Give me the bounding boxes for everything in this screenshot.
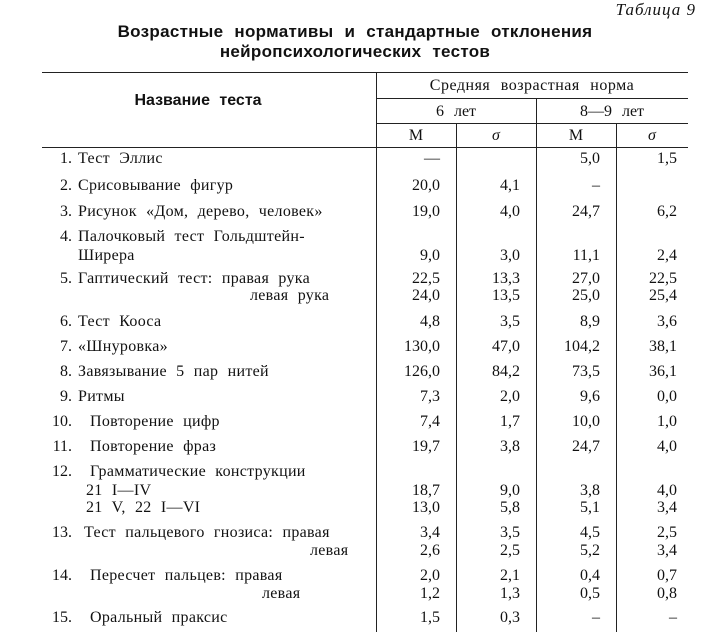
value-sigma-8-9: 38,1 xyxy=(649,338,677,355)
value-m-6: 22,5 xyxy=(412,270,440,287)
value-m-6: 19,0 xyxy=(412,203,440,220)
test-name: Палочковый тест Гольдштейн- xyxy=(78,228,305,245)
test-subname: левая xyxy=(262,585,301,602)
value-sigma-6: 4,0 xyxy=(500,203,520,220)
value-m-8-9: 5,2 xyxy=(580,542,600,559)
value-sigma-8-9: 0,7 xyxy=(657,567,677,584)
table-title-line-2: нейропсихологических тестов xyxy=(219,42,491,61)
row-number: 8. xyxy=(60,363,72,380)
row-number: 6. xyxy=(60,313,72,330)
value-m-6: 7,3 xyxy=(420,388,440,405)
value-m-8-9: 5,0 xyxy=(580,150,600,167)
value-sigma-6: 0,3 xyxy=(500,609,520,626)
top-rule xyxy=(42,72,688,73)
value-m-8-9: 25,0 xyxy=(572,287,600,304)
row-number: 1. xyxy=(60,150,72,167)
value-m-6: 18,7 xyxy=(412,482,440,499)
value-sigma-8-9: 1,5 xyxy=(657,150,677,167)
value-sigma-6: 3,5 xyxy=(500,524,520,541)
value-sigma-6: 2,1 xyxy=(500,567,520,584)
value-sigma-8-9: 6,2 xyxy=(657,203,677,220)
value-m-6: 7,4 xyxy=(420,413,440,430)
test-name: Повторение цифр xyxy=(90,413,220,430)
value-sigma-8-9: 25,4 xyxy=(649,287,677,304)
value-sigma-6: 3,8 xyxy=(500,438,520,455)
test-subname: 21 I—IV xyxy=(86,482,152,499)
test-subname: 21 V, 22 I—VI xyxy=(86,499,201,516)
value-sigma-8-9: 2,5 xyxy=(657,524,677,541)
test-name: Тест пальцевого гнозиса: правая xyxy=(84,524,330,541)
test-name: Ритмы xyxy=(78,388,125,405)
test-name: «Шнуровка» xyxy=(78,338,168,355)
value-m-6: 1,2 xyxy=(420,585,440,602)
value-sigma-8-9: 4,0 xyxy=(657,482,677,499)
value-m-6: 2,0 xyxy=(420,567,440,584)
row-number: 14. xyxy=(52,567,72,584)
value-m-6: 4,8 xyxy=(420,313,440,330)
header-sigma-6: σ xyxy=(492,127,500,144)
value-m-6: 3,4 xyxy=(420,524,440,541)
value-m-8-9: 24,7 xyxy=(572,438,600,455)
test-name: Срисовывание фигур xyxy=(78,177,234,194)
value-m-6: 20,0 xyxy=(412,177,440,194)
value-m-6: 130,0 xyxy=(404,338,440,355)
test-name: Тест Кооса xyxy=(78,313,162,330)
value-m-8-9: – xyxy=(592,177,600,194)
value-sigma-8-9: 3,4 xyxy=(657,499,677,516)
value-m-6: 19,7 xyxy=(412,438,440,455)
row-number: 9. xyxy=(60,388,72,405)
row-number: 10. xyxy=(52,413,72,430)
value-sigma-6: 13,5 xyxy=(492,287,520,304)
table-title-line-1: Возрастные нормативы и стандартные отклонения xyxy=(117,22,593,41)
value-sigma-8-9: 3,6 xyxy=(657,313,677,330)
value-m-6: 1,5 xyxy=(420,609,440,626)
value-m-8-9: 4,5 xyxy=(580,524,600,541)
value-sigma-8-9: 2,4 xyxy=(657,247,677,264)
value-sigma-8-9: 4,0 xyxy=(657,438,677,455)
row-number: 12. xyxy=(52,463,72,480)
value-m-6: 9,0 xyxy=(420,247,440,264)
value-sigma-6: 1,7 xyxy=(500,413,520,430)
header-age-6: 6 лет xyxy=(435,103,477,120)
test-name: Рисунок «Дом, дерево, человек» xyxy=(78,203,323,220)
value-m-6: 2,6 xyxy=(420,542,440,559)
value-m-8-9: 73,5 xyxy=(572,363,600,380)
table-caption: Таблица 9 xyxy=(615,0,696,19)
value-m-8-9: – xyxy=(592,609,600,626)
row-number: 13. xyxy=(52,524,72,541)
value-sigma-8-9: 3,4 xyxy=(657,542,677,559)
header-group: Средняя возрастная норма xyxy=(429,77,635,94)
value-m-8-9: 10,0 xyxy=(572,413,600,430)
test-name: Тест Эллис xyxy=(78,150,163,167)
header-m-8-9: М xyxy=(568,127,584,144)
test-name-continuation: Ширера xyxy=(78,247,135,264)
group-rule xyxy=(376,98,688,99)
value-sigma-8-9: – xyxy=(669,609,677,626)
value-m-6: 24,0 xyxy=(412,287,440,304)
value-sigma-6: 84,2 xyxy=(492,363,520,380)
test-name: Завязывание 5 пар нитей xyxy=(78,363,269,380)
test-subname: левая рука xyxy=(250,287,330,304)
test-name: Грамматические конструкции xyxy=(90,463,306,480)
header-sigma-8-9: σ xyxy=(648,127,656,144)
value-sigma-6: 3,0 xyxy=(500,247,520,264)
value-m-8-9: 5,1 xyxy=(580,499,600,516)
value-sigma-8-9: 36,1 xyxy=(649,363,677,380)
value-sigma-6: 9,0 xyxy=(500,482,520,499)
value-m-8-9: 27,0 xyxy=(572,270,600,287)
value-sigma-8-9: 0,8 xyxy=(657,585,677,602)
value-m-6: 13,0 xyxy=(412,499,440,516)
test-name: Оральный праксис xyxy=(90,609,228,626)
row-number: 3. xyxy=(60,203,72,220)
header-bottom-rule xyxy=(42,147,688,148)
value-sigma-6: 2,5 xyxy=(500,542,520,559)
row-number: 11. xyxy=(52,438,72,455)
row-number: 5. xyxy=(60,270,72,287)
header-test-name: Название теста xyxy=(134,92,262,109)
row-number: 4. xyxy=(60,228,72,245)
value-m-8-9: 24,7 xyxy=(572,203,600,220)
test-name: Пересчет пальцев: правая xyxy=(90,567,283,584)
value-m-8-9: 3,8 xyxy=(580,482,600,499)
age-rule xyxy=(376,123,688,124)
row-number: 2. xyxy=(60,177,72,194)
value-m-8-9: 104,2 xyxy=(564,338,600,355)
value-sigma-8-9: 22,5 xyxy=(649,270,677,287)
value-sigma-6: 4,1 xyxy=(500,177,520,194)
value-m-8-9: 9,6 xyxy=(580,388,600,405)
test-subname: левая xyxy=(310,542,349,559)
value-sigma-8-9: 1,0 xyxy=(657,413,677,430)
value-m-8-9: 11,1 xyxy=(572,247,600,264)
value-sigma-6: 3,5 xyxy=(500,313,520,330)
value-m-6: — xyxy=(424,150,440,167)
value-sigma-6: 1,3 xyxy=(500,585,520,602)
value-m-6: 126,0 xyxy=(404,363,440,380)
test-name: Повторение фраз xyxy=(90,438,217,455)
row-number: 7. xyxy=(60,338,72,355)
header-m-6: М xyxy=(408,127,424,144)
value-sigma-6: 2,0 xyxy=(500,388,520,405)
value-m-8-9: 0,5 xyxy=(580,585,600,602)
value-m-8-9: 8,9 xyxy=(580,313,600,330)
row-number: 15. xyxy=(52,609,72,626)
value-sigma-6: 47,0 xyxy=(492,338,520,355)
value-m-8-9: 0,4 xyxy=(580,567,600,584)
test-name: Гаптический тест: правая рука xyxy=(78,270,311,287)
value-sigma-6: 5,8 xyxy=(500,499,520,516)
value-sigma-8-9: 0,0 xyxy=(657,388,677,405)
value-sigma-6: 13,3 xyxy=(492,270,520,287)
header-age-8-9: 8—9 лет xyxy=(579,103,645,120)
